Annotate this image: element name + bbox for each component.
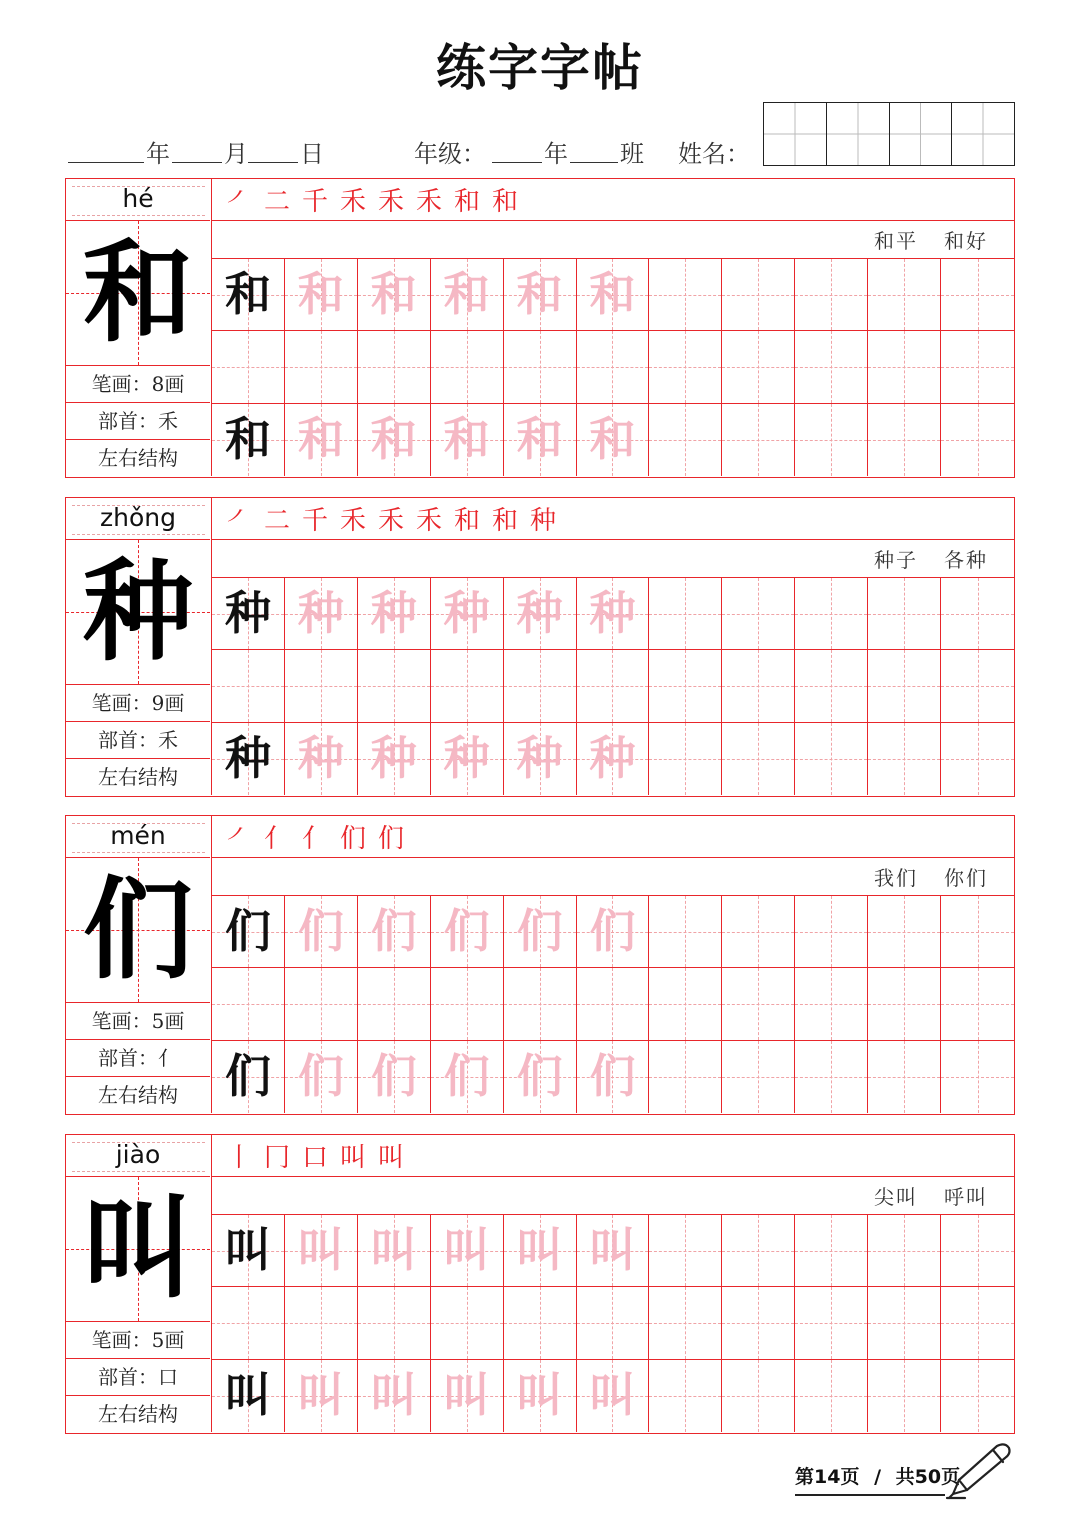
- year-blank[interactable]: [68, 162, 144, 163]
- example-word: 和好: [944, 229, 988, 253]
- practice-cell[interactable]: [358, 578, 431, 650]
- practice-cell[interactable]: [212, 578, 285, 650]
- practice-cell[interactable]: [722, 331, 795, 403]
- pinyin: mén: [66, 816, 210, 858]
- practice-cell[interactable]: [285, 896, 358, 968]
- practice-cell[interactable]: [358, 1287, 431, 1359]
- practice-cell[interactable]: [722, 968, 795, 1040]
- practice-cell[interactable]: [504, 404, 577, 476]
- example-words: [212, 540, 1014, 578]
- trace-char: 种: [589, 730, 636, 785]
- trace-char: 种: [443, 586, 490, 640]
- example-word: 我们: [874, 866, 918, 890]
- practice-cell[interactable]: [358, 1041, 431, 1113]
- practice-cell[interactable]: [868, 896, 941, 968]
- trace-char: 种: [370, 586, 417, 640]
- year-label: 年: [146, 140, 170, 168]
- page-total: 共50页: [895, 1466, 961, 1488]
- trace-char: 叫: [443, 1367, 490, 1422]
- class-blank[interactable]: [570, 162, 618, 163]
- example-words: [212, 221, 1014, 259]
- sample-char: 种: [224, 586, 271, 640]
- practice-cell[interactable]: [795, 1215, 868, 1287]
- name-box[interactable]: [827, 103, 890, 165]
- stroke-step: 千: [301, 187, 328, 217]
- practice-cell[interactable]: [212, 1041, 285, 1113]
- practice-cell[interactable]: [941, 404, 1014, 476]
- example-words: [212, 1177, 1014, 1215]
- stroke-step: ㇒: [225, 506, 252, 536]
- example-word: 呼叫: [944, 1185, 988, 1209]
- practice-cell[interactable]: [868, 1360, 941, 1432]
- sample-char: 们: [224, 904, 271, 958]
- practice-cell[interactable]: [722, 896, 795, 968]
- trace-char: 们: [370, 1048, 417, 1103]
- page-separator: /: [874, 1466, 882, 1488]
- trace-char: 种: [443, 730, 490, 785]
- practice-cell[interactable]: [649, 578, 722, 650]
- trace-char: 和: [589, 267, 636, 321]
- practice-grid: [212, 1215, 1014, 1432]
- practice-cell[interactable]: [504, 896, 577, 968]
- practice-cell[interactable]: [577, 578, 650, 650]
- practice-cell[interactable]: [649, 331, 722, 403]
- practice-cell[interactable]: [795, 259, 868, 331]
- stroke-step: 禾: [377, 506, 404, 536]
- practice-cell[interactable]: [649, 968, 722, 1040]
- practice-cell[interactable]: [649, 1041, 722, 1113]
- practice-cell[interactable]: [649, 1360, 722, 1432]
- pinyin: jiào: [66, 1135, 210, 1177]
- stroke-step: 和: [491, 506, 518, 536]
- stroke-step: ㇒: [225, 824, 252, 854]
- stroke-step: ㇒: [225, 187, 252, 217]
- practice-cell[interactable]: [285, 404, 358, 476]
- practice-cell[interactable]: [285, 1041, 358, 1113]
- practice-cell[interactable]: [504, 1360, 577, 1432]
- practice-cell[interactable]: [795, 1041, 868, 1113]
- practice-cell[interactable]: [868, 331, 941, 403]
- example-word: 你们: [944, 866, 988, 890]
- stroke-count: 笔画：8画: [66, 366, 210, 403]
- practice-cell[interactable]: [577, 259, 650, 331]
- stroke-step: 和: [491, 187, 518, 217]
- trace-char: 叫: [516, 1223, 563, 1277]
- practice-cell[interactable]: [212, 650, 285, 722]
- radical: 部首：口: [66, 1359, 210, 1396]
- practice-cell[interactable]: [577, 1360, 650, 1432]
- trace-char: 叫: [589, 1367, 636, 1422]
- char-block: [65, 1134, 1015, 1434]
- practice-cell[interactable]: [577, 723, 650, 795]
- practice-cell[interactable]: [795, 650, 868, 722]
- practice-area: [212, 498, 1014, 795]
- practice-cell[interactable]: [285, 331, 358, 403]
- practice-cell[interactable]: [795, 331, 868, 403]
- grade-label: 年级：: [414, 140, 486, 168]
- practice-cell[interactable]: [504, 1287, 577, 1359]
- model-char-box: [66, 1177, 210, 1322]
- practice-cell[interactable]: [431, 331, 504, 403]
- practice-cell[interactable]: [212, 331, 285, 403]
- stroke-step: 和: [453, 187, 480, 217]
- model-char: 们: [83, 865, 193, 994]
- practice-cell[interactable]: [722, 650, 795, 722]
- trace-char: 叫: [370, 1223, 417, 1277]
- practice-cell[interactable]: [868, 650, 941, 722]
- stroke-step: 们: [339, 824, 366, 854]
- practice-cell[interactable]: [649, 650, 722, 722]
- pinyin-guideline: [72, 186, 205, 216]
- day-label: 日: [300, 140, 324, 168]
- practice-cell[interactable]: [431, 1360, 504, 1432]
- sample-char: 和: [224, 411, 271, 466]
- practice-cell[interactable]: [358, 968, 431, 1040]
- char-block: [65, 497, 1015, 797]
- practice-cell[interactable]: [649, 723, 722, 795]
- stroke-step: 丨: [225, 1143, 252, 1173]
- practice-cell[interactable]: [941, 1041, 1014, 1113]
- practice-cell[interactable]: [285, 1287, 358, 1359]
- practice-cell[interactable]: [358, 1215, 431, 1287]
- practice-cell[interactable]: [577, 1287, 650, 1359]
- trace-char: 们: [589, 904, 636, 958]
- header-info: [68, 130, 768, 170]
- practice-cell[interactable]: [285, 259, 358, 331]
- practice-cell[interactable]: [941, 1287, 1014, 1359]
- practice-cell[interactable]: [358, 1360, 431, 1432]
- practice-cell[interactable]: [795, 1360, 868, 1432]
- month-label: 月: [224, 140, 248, 168]
- practice-cell[interactable]: [431, 650, 504, 722]
- practice-cell[interactable]: [577, 404, 650, 476]
- practice-cell[interactable]: [722, 578, 795, 650]
- practice-cell[interactable]: [212, 896, 285, 968]
- practice-cell[interactable]: [868, 723, 941, 795]
- char-info-panel: [66, 498, 212, 795]
- practice-cell[interactable]: [868, 1041, 941, 1113]
- practice-cell[interactable]: [285, 1360, 358, 1432]
- sample-char: 叫: [224, 1367, 271, 1422]
- practice-cell[interactable]: [212, 1360, 285, 1432]
- practice-cell[interactable]: [358, 259, 431, 331]
- practice-cell[interactable]: [868, 968, 941, 1040]
- trace-char: 叫: [443, 1223, 490, 1277]
- practice-cell[interactable]: [577, 331, 650, 403]
- example-word: 各种: [944, 548, 988, 572]
- stroke-order: [212, 179, 1014, 221]
- practice-cell[interactable]: [358, 896, 431, 968]
- practice-cell[interactable]: [504, 650, 577, 722]
- trace-char: 种: [516, 730, 563, 785]
- trace-char: 种: [516, 586, 563, 640]
- practice-cell[interactable]: [504, 331, 577, 403]
- name-box[interactable]: [890, 103, 953, 165]
- name-box[interactable]: [952, 103, 1014, 165]
- practice-cell[interactable]: [941, 650, 1014, 722]
- trace-char: 种: [589, 586, 636, 640]
- pinyin-guideline: [72, 1142, 205, 1172]
- practice-cell[interactable]: [431, 723, 504, 795]
- stroke-count: 笔画：5画: [66, 1322, 210, 1359]
- trace-char: 们: [589, 1048, 636, 1103]
- practice-cell[interactable]: [577, 896, 650, 968]
- practice-cell[interactable]: [358, 650, 431, 722]
- practice-grid: [212, 578, 1014, 795]
- practice-cell[interactable]: [431, 578, 504, 650]
- practice-cell[interactable]: [504, 723, 577, 795]
- practice-cell[interactable]: [212, 723, 285, 795]
- practice-cell[interactable]: [431, 1215, 504, 1287]
- stroke-step: 禾: [377, 187, 404, 217]
- name-box[interactable]: [764, 103, 827, 165]
- practice-cell[interactable]: [285, 1215, 358, 1287]
- practice-cell[interactable]: [722, 1287, 795, 1359]
- trace-char: 叫: [370, 1367, 417, 1422]
- stroke-step: 二: [263, 187, 290, 217]
- trace-char: 和: [589, 411, 636, 466]
- stroke-step: 亻: [263, 824, 290, 854]
- name-boxes[interactable]: [763, 102, 1015, 166]
- practice-cell[interactable]: [431, 1287, 504, 1359]
- practice-cell[interactable]: [722, 1041, 795, 1113]
- practice-cell[interactable]: [504, 578, 577, 650]
- char-info-panel: [66, 816, 212, 1113]
- practice-cell[interactable]: [795, 404, 868, 476]
- practice-cell[interactable]: [649, 1287, 722, 1359]
- footer-underline: [795, 1494, 945, 1496]
- stroke-order: [212, 498, 1014, 540]
- class-label: 班: [620, 140, 644, 168]
- practice-cell[interactable]: [941, 259, 1014, 331]
- practice-cell[interactable]: [285, 650, 358, 722]
- stroke-step: 口: [301, 1143, 328, 1173]
- model-char: 叫: [83, 1184, 193, 1313]
- trace-char: 和: [516, 411, 563, 466]
- structure: 左右结构: [98, 765, 178, 789]
- practice-cell[interactable]: [649, 896, 722, 968]
- practice-cell[interactable]: [649, 404, 722, 476]
- char-block: [65, 178, 1015, 478]
- trace-char: 们: [443, 904, 490, 958]
- practice-area: [212, 179, 1014, 476]
- stroke-count: 笔画：5画: [66, 1003, 210, 1040]
- trace-char: 们: [297, 1048, 344, 1103]
- stroke-step: 冂: [263, 1143, 290, 1173]
- sample-char: 种: [224, 730, 271, 785]
- practice-cell[interactable]: [431, 259, 504, 331]
- trace-char: 和: [443, 411, 490, 466]
- stroke-step: 千: [301, 506, 328, 536]
- page-title: 练字字帖: [436, 39, 644, 97]
- char-info-panel: [66, 1135, 212, 1432]
- trace-char: 种: [297, 730, 344, 785]
- practice-cell[interactable]: [941, 723, 1014, 795]
- practice-cell[interactable]: [212, 1215, 285, 1287]
- practice-cell[interactable]: [212, 259, 285, 331]
- practice-cell[interactable]: [212, 968, 285, 1040]
- char-block: [65, 815, 1015, 1115]
- model-char-box: [66, 221, 210, 366]
- radical: 部首：禾: [66, 403, 210, 440]
- stroke-step: 和: [453, 506, 480, 536]
- example-words: [212, 858, 1014, 896]
- structure: 左右结构: [98, 1083, 178, 1107]
- practice-cell[interactable]: [212, 1287, 285, 1359]
- page-footer: [795, 1462, 960, 1489]
- trace-char: 叫: [589, 1223, 636, 1277]
- trace-char: 们: [297, 904, 344, 958]
- practice-cell[interactable]: [795, 1287, 868, 1359]
- trace-char: 和: [370, 411, 417, 466]
- grade-blank[interactable]: [492, 162, 542, 163]
- example-word: 和平: [874, 229, 918, 253]
- practice-cell[interactable]: [504, 259, 577, 331]
- practice-cell[interactable]: [212, 404, 285, 476]
- practice-cell[interactable]: [868, 404, 941, 476]
- sample-char: 叫: [224, 1223, 271, 1277]
- practice-cell[interactable]: [722, 404, 795, 476]
- sample-char: 和: [224, 267, 271, 321]
- pinyin: zhǒng: [66, 498, 210, 540]
- practice-cell[interactable]: [285, 968, 358, 1040]
- practice-cell[interactable]: [941, 1215, 1014, 1287]
- name-label: 姓名：: [678, 140, 750, 168]
- practice-cell[interactable]: [285, 578, 358, 650]
- month-blank[interactable]: [172, 162, 222, 163]
- practice-cell[interactable]: [795, 578, 868, 650]
- model-char-box: [66, 858, 210, 1003]
- trace-char: 种: [370, 730, 417, 785]
- practice-cell[interactable]: [285, 723, 358, 795]
- practice-cell[interactable]: [722, 259, 795, 331]
- structure: 左右结构: [98, 1402, 178, 1426]
- stroke-step: 二: [263, 506, 290, 536]
- practice-cell[interactable]: [795, 968, 868, 1040]
- stroke-step: 叫: [377, 1143, 404, 1173]
- char-info-panel: [66, 179, 212, 476]
- grade-year-label: 年: [544, 140, 568, 168]
- practice-cell[interactable]: [941, 331, 1014, 403]
- stroke-step: 叫: [339, 1143, 366, 1173]
- pinyin: hé: [66, 179, 210, 221]
- practice-cell[interactable]: [941, 1360, 1014, 1432]
- trace-char: 种: [297, 586, 344, 640]
- practice-grid: [212, 259, 1014, 476]
- stroke-count: 笔画：9画: [66, 685, 210, 722]
- practice-cell[interactable]: [941, 968, 1014, 1040]
- trace-char: 和: [370, 267, 417, 321]
- stroke-order: [212, 1135, 1014, 1177]
- practice-cell[interactable]: [649, 1215, 722, 1287]
- trace-char: 们: [516, 904, 563, 958]
- pen-icon: [945, 1440, 1015, 1500]
- example-word: 尖叫: [874, 1185, 918, 1209]
- trace-char: 和: [516, 267, 563, 321]
- stroke-step: 种: [529, 506, 556, 536]
- practice-cell[interactable]: [431, 1041, 504, 1113]
- practice-cell[interactable]: [722, 1215, 795, 1287]
- pinyin-guideline: [72, 823, 205, 853]
- practice-cell[interactable]: [941, 896, 1014, 968]
- practice-cell[interactable]: [358, 331, 431, 403]
- radical: 部首：亻: [66, 1040, 210, 1077]
- stroke-step: 禾: [415, 187, 442, 217]
- practice-cell[interactable]: [577, 1215, 650, 1287]
- stroke-step: 亻: [301, 824, 328, 854]
- practice-grid: [212, 896, 1014, 1113]
- practice-cell[interactable]: [795, 723, 868, 795]
- practice-cell[interactable]: [868, 259, 941, 331]
- stroke-step: 禾: [339, 187, 366, 217]
- practice-cell[interactable]: [722, 1360, 795, 1432]
- practice-cell[interactable]: [577, 1041, 650, 1113]
- model-char: 和: [83, 228, 193, 357]
- trace-char: 叫: [516, 1367, 563, 1422]
- practice-cell[interactable]: [358, 404, 431, 476]
- practice-cell[interactable]: [431, 404, 504, 476]
- practice-cell[interactable]: [868, 578, 941, 650]
- radical: 部首：禾: [66, 722, 210, 759]
- practice-cell[interactable]: [577, 968, 650, 1040]
- trace-char: 们: [516, 1048, 563, 1103]
- pinyin-guideline: [72, 505, 205, 535]
- practice-cell[interactable]: [358, 723, 431, 795]
- model-char-box: [66, 540, 210, 685]
- practice-cell[interactable]: [795, 896, 868, 968]
- stroke-step: 们: [377, 824, 404, 854]
- practice-cell[interactable]: [649, 259, 722, 331]
- page-number: 第14页: [795, 1466, 860, 1488]
- practice-area: [212, 816, 1014, 1113]
- trace-char: 和: [443, 267, 490, 321]
- practice-cell[interactable]: [941, 578, 1014, 650]
- structure: 左右结构: [98, 446, 178, 470]
- trace-char: 和: [297, 267, 344, 321]
- trace-char: 们: [443, 1048, 490, 1103]
- model-char: 种: [83, 547, 193, 676]
- practice-cell[interactable]: [577, 650, 650, 722]
- practice-cell[interactable]: [431, 968, 504, 1040]
- stroke-order: [212, 816, 1014, 858]
- trace-char: 叫: [297, 1223, 344, 1277]
- stroke-step: 禾: [415, 506, 442, 536]
- practice-cell[interactable]: [504, 1041, 577, 1113]
- practice-cell[interactable]: [722, 723, 795, 795]
- practice-cell[interactable]: [868, 1287, 941, 1359]
- practice-cell[interactable]: [431, 896, 504, 968]
- practice-cell[interactable]: [504, 1215, 577, 1287]
- stroke-step: 禾: [339, 506, 366, 536]
- trace-char: 们: [370, 904, 417, 958]
- example-word: 种子: [874, 548, 918, 572]
- practice-cell[interactable]: [504, 968, 577, 1040]
- trace-char: 和: [297, 411, 344, 466]
- day-blank[interactable]: [248, 162, 298, 163]
- practice-cell[interactable]: [868, 1215, 941, 1287]
- trace-char: 叫: [297, 1367, 344, 1422]
- practice-area: [212, 1135, 1014, 1432]
- sample-char: 们: [224, 1048, 271, 1103]
